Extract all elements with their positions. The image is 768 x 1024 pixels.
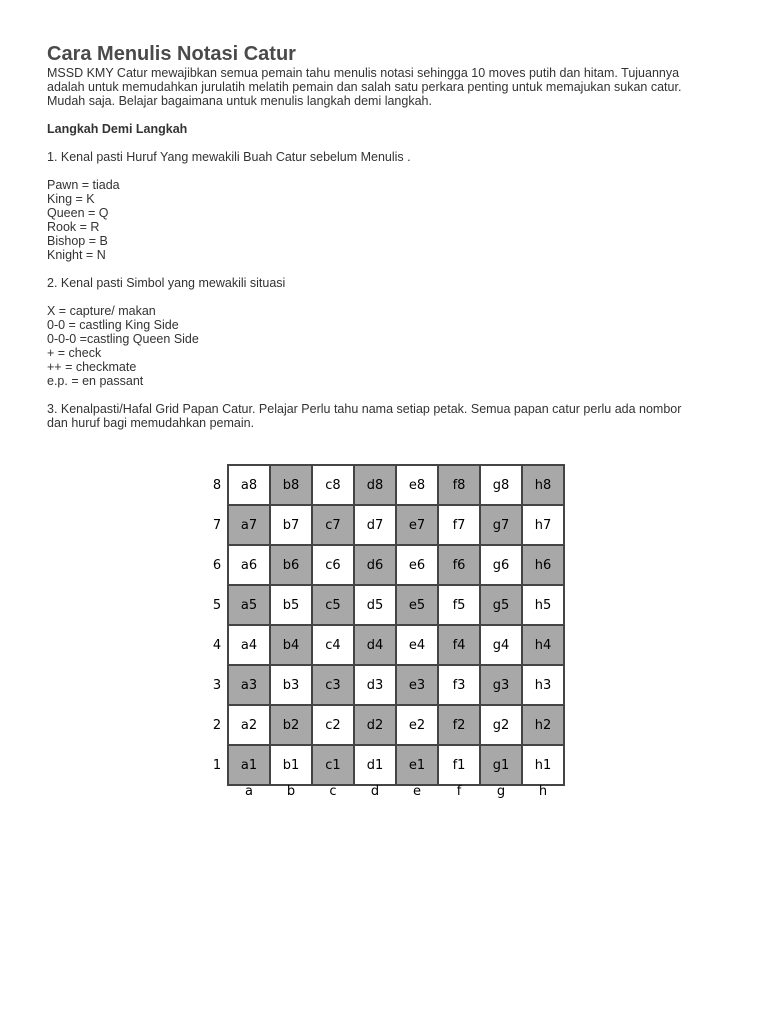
square-d4: d4	[355, 626, 395, 664]
square-h2: h2	[523, 706, 563, 744]
file-label-h: h	[538, 784, 548, 799]
square-h8: h8	[523, 466, 563, 504]
step-2: 2. Kenal pasti Simbol yang mewakili situasi	[47, 276, 286, 290]
square-c6: c6	[313, 546, 353, 584]
square-e1: e1	[397, 746, 437, 784]
square-h7: h7	[523, 506, 563, 544]
square-d6: d6	[355, 546, 395, 584]
rank-label-5: 5	[212, 598, 222, 613]
square-g2: g2	[481, 706, 521, 744]
square-c5: c5	[313, 586, 353, 624]
chessboard-grid	[227, 464, 565, 786]
square-h6: h6	[523, 546, 563, 584]
square-f2: f2	[439, 706, 479, 744]
page-title: Cara Menulis Notasi Catur	[47, 43, 296, 65]
rank-label-3: 3	[212, 678, 222, 693]
square-d3: d3	[355, 666, 395, 704]
square-b4: b4	[271, 626, 311, 664]
square-a8: a8	[229, 466, 269, 504]
square-d8: d8	[355, 466, 395, 504]
step-1: 1. Kenal pasti Huruf Yang mewakili Buah Catur sebelum Menulis .	[47, 150, 411, 164]
square-f4: f4	[439, 626, 479, 664]
square-b5: b5	[271, 586, 311, 624]
square-g4: g4	[481, 626, 521, 664]
square-b8: b8	[271, 466, 311, 504]
section-heading: Langkah Demi Langkah	[47, 122, 188, 136]
square-a1: a1	[229, 746, 269, 784]
square-g3: g3	[481, 666, 521, 704]
square-d7: d7	[355, 506, 395, 544]
file-label-f: f	[456, 784, 462, 799]
step-3-line-1: 3. Kenalpasti/Hafal Grid Papan Catur. Pelajar Perlu tahu nama setiap petak. Semua papan catur perlu ada nombor	[47, 402, 682, 416]
intro-line-2: adalah untuk memudahkan jurulatih melatih pemain dan salah satu perkara penting untuk memajukan sukan catur.	[47, 80, 682, 94]
intro-line-3: Mudah saja. Belajar bagaimana untuk menulis langkah demi langkah.	[47, 94, 432, 108]
square-b2: b2	[271, 706, 311, 744]
square-a4: a4	[229, 626, 269, 664]
square-f5: f5	[439, 586, 479, 624]
intro-line-1: MSSD KMY Catur mewajibkan semua pemain tahu menulis notasi sehingga 10 moves putih dan hitam. Tujuannya	[47, 66, 680, 80]
square-e5: e5	[397, 586, 437, 624]
symbol-en-passant: e.p. = en passant	[47, 374, 144, 388]
square-e8: e8	[397, 466, 437, 504]
piece-rook: Rook = R	[47, 220, 100, 234]
square-e2: e2	[397, 706, 437, 744]
square-f8: f8	[439, 466, 479, 504]
square-c4: c4	[313, 626, 353, 664]
square-h4: h4	[523, 626, 563, 664]
square-c2: c2	[313, 706, 353, 744]
square-e4: e4	[397, 626, 437, 664]
square-d1: d1	[355, 746, 395, 784]
square-g1: g1	[481, 746, 521, 784]
piece-bishop: Bishop = B	[47, 234, 108, 248]
square-g8: g8	[481, 466, 521, 504]
square-g7: g7	[481, 506, 521, 544]
rank-label-1: 1	[212, 758, 222, 773]
piece-pawn: Pawn = tiada	[47, 178, 120, 192]
square-h1: h1	[523, 746, 563, 784]
square-a5: a5	[229, 586, 269, 624]
file-label-e: e	[413, 784, 421, 799]
square-g5: g5	[481, 586, 521, 624]
square-b6: b6	[271, 546, 311, 584]
symbol-capture: X = capture/ makan	[47, 304, 156, 318]
symbol-castle-queen: 0-0-0 =castling Queen Side	[47, 332, 199, 346]
rank-label-2: 2	[212, 718, 222, 733]
square-c3: c3	[313, 666, 353, 704]
square-h5: h5	[523, 586, 563, 624]
square-f1: f1	[439, 746, 479, 784]
square-d5: d5	[355, 586, 395, 624]
square-a7: a7	[229, 506, 269, 544]
square-c1: c1	[313, 746, 353, 784]
square-c8: c8	[313, 466, 353, 504]
square-b1: b1	[271, 746, 311, 784]
piece-queen: Queen = Q	[47, 206, 109, 220]
document-body	[47, 66, 727, 430]
square-f7: f7	[439, 506, 479, 544]
square-a3: a3	[229, 666, 269, 704]
symbol-checkmate: ++ = checkmate	[47, 360, 137, 374]
file-label-c: c	[329, 784, 337, 799]
file-label-b: b	[286, 784, 296, 799]
piece-knight: Knight = N	[47, 248, 106, 262]
step-3-line-2: dan huruf bagi memudahkan pemain.	[47, 416, 255, 430]
square-a6: a6	[229, 546, 269, 584]
symbol-check: + = check	[47, 346, 102, 360]
piece-king: King = K	[47, 192, 95, 206]
square-e3: e3	[397, 666, 437, 704]
file-label-g: g	[496, 784, 506, 799]
square-h3: h3	[523, 666, 563, 704]
rank-label-8: 8	[212, 478, 222, 493]
file-label-d: d	[370, 784, 380, 799]
rank-label-6: 6	[212, 558, 222, 573]
square-e7: e7	[397, 506, 437, 544]
square-g6: g6	[481, 546, 521, 584]
rank-label-7: 7	[212, 518, 222, 533]
rank-label-4: 4	[212, 638, 222, 653]
square-d2: d2	[355, 706, 395, 744]
symbol-castle-king: 0-0 = castling King Side	[47, 318, 179, 332]
square-f3: f3	[439, 666, 479, 704]
square-e6: e6	[397, 546, 437, 584]
square-c7: c7	[313, 506, 353, 544]
square-b7: b7	[271, 506, 311, 544]
square-a2: a2	[229, 706, 269, 744]
file-label-a: a	[245, 784, 253, 799]
square-b3: b3	[271, 666, 311, 704]
square-f6: f6	[439, 546, 479, 584]
